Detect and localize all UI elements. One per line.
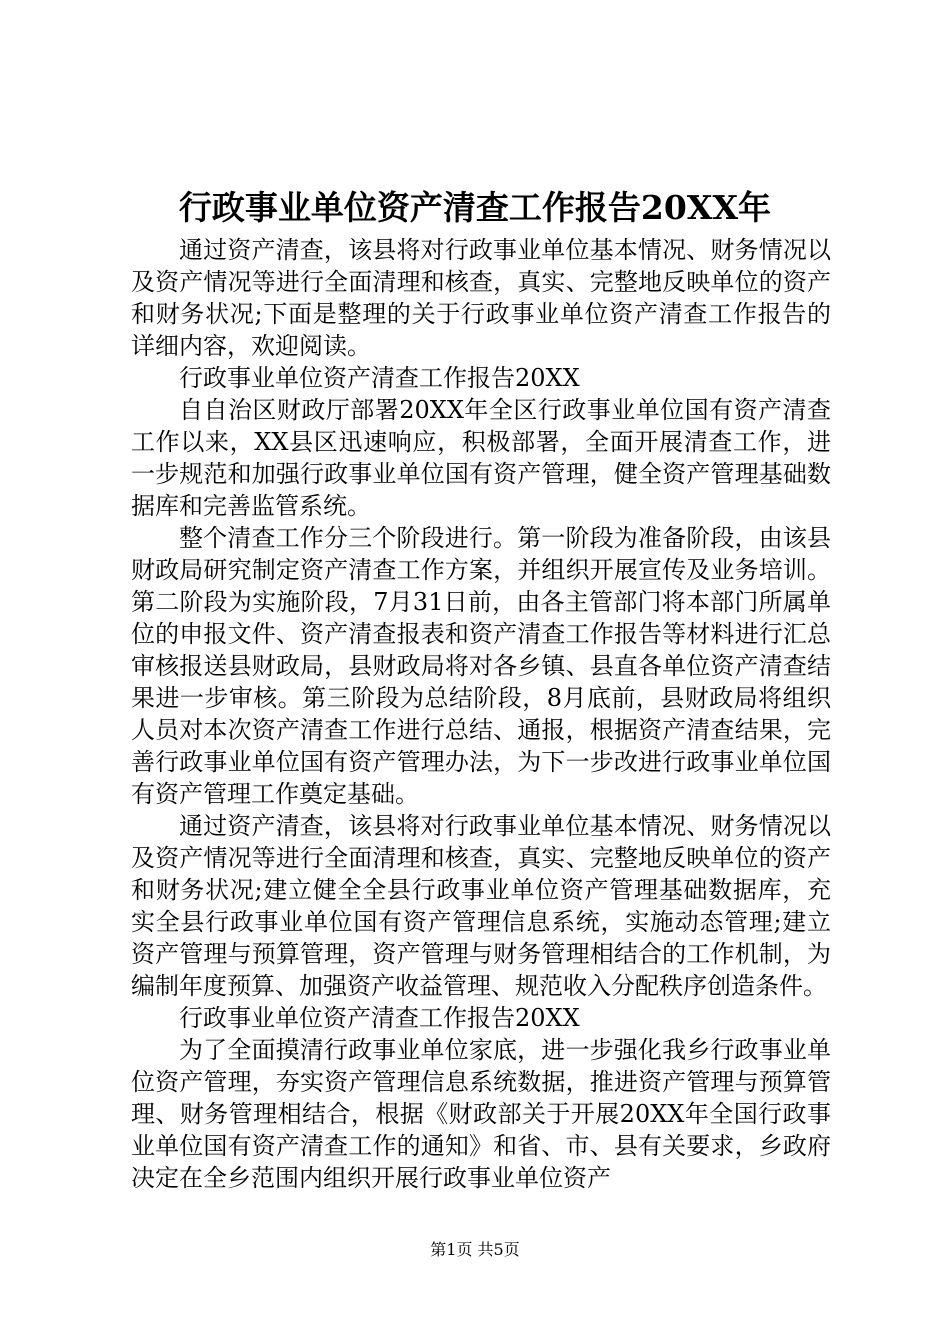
document-body: [131, 234, 831, 1194]
paragraph-township: 为了全面摸清行政事业单位家底，进一步强化我乡行政事业单位资产管理，夯实资产管理信息系统数据，推进资产管理与预算管理、财务管理相结合，根据《财政部关于开展20XX年全国行政事业单位国有资产清查工作的通知》和省、市、县有关要求，乡政府决定在全乡范围内组织开展行政事业单位资产: [131, 1036, 831, 1192]
document-title: 行政事业单位资产清查工作报告20XX年: [178, 188, 772, 227]
paragraph-stages: 整个清查工作分三个阶段进行。第一阶段为准备阶段，由该县财政局研究制定资产清查工作方案，并组织开展宣传及业务培训。第二阶段为实施阶段，7月31日前，由各主管部门将本部门所属单位的申报文件、资产清查报表和资产清查工作报告等材料进行汇总审核报送县财政局，县财政局将对各乡镇、县直各单位资产清查结果进一步审核。第三阶段为总结阶段，8月底前，县财政局将组织人员对本次资产清查工作进行总结、通报，根据资产清查结果，完善行政事业单位国有资产管理办法，为下一步改进行政事业单位国有资产管理工作奠定基础。: [131, 524, 831, 808]
section-heading-1: 行政事业单位资产清查工作报告20XX: [179, 364, 580, 392]
paragraph-overview: 自自治区财政厅部署20XX年全区行政事业单位国有资产清查工作以来，XX县区迅速响应，积极部署，全面开展清查工作，进一步规范和加强行政事业单位国有资产管理，健全资产管理基础数据库和完善监管系统。: [131, 396, 831, 520]
paragraph-goals: 通过资产清查，该县将对行政事业单位基本情况、财务情况以及资产情况等进行全面清理和核查，真实、完整地反映单位的资产和财务状况;建立健全全县行政事业单位资产管理基础数据库，充实全县行政事业单位国有资产管理信息系统，实施动态管理;建立资产管理与预算管理，资产管理与财务管理相结合的工作机制，为编制年度预算、加强资产收益管理、规范收入分配秩序创造条件。: [131, 812, 831, 1000]
paragraph-intro: 通过资产清查，该县将对行政事业单位基本情况、财务情况以及资产情况等进行全面清理和核查，真实、完整地反映单位的资产和财务状况;下面是整理的关于行政事业单位资产清查工作报告的详细内容，欢迎阅读。: [131, 236, 831, 360]
page-number-footer: 第1页 共5页: [430, 1240, 520, 1259]
section-heading-2: 行政事业单位资产清查工作报告20XX: [179, 1004, 580, 1032]
